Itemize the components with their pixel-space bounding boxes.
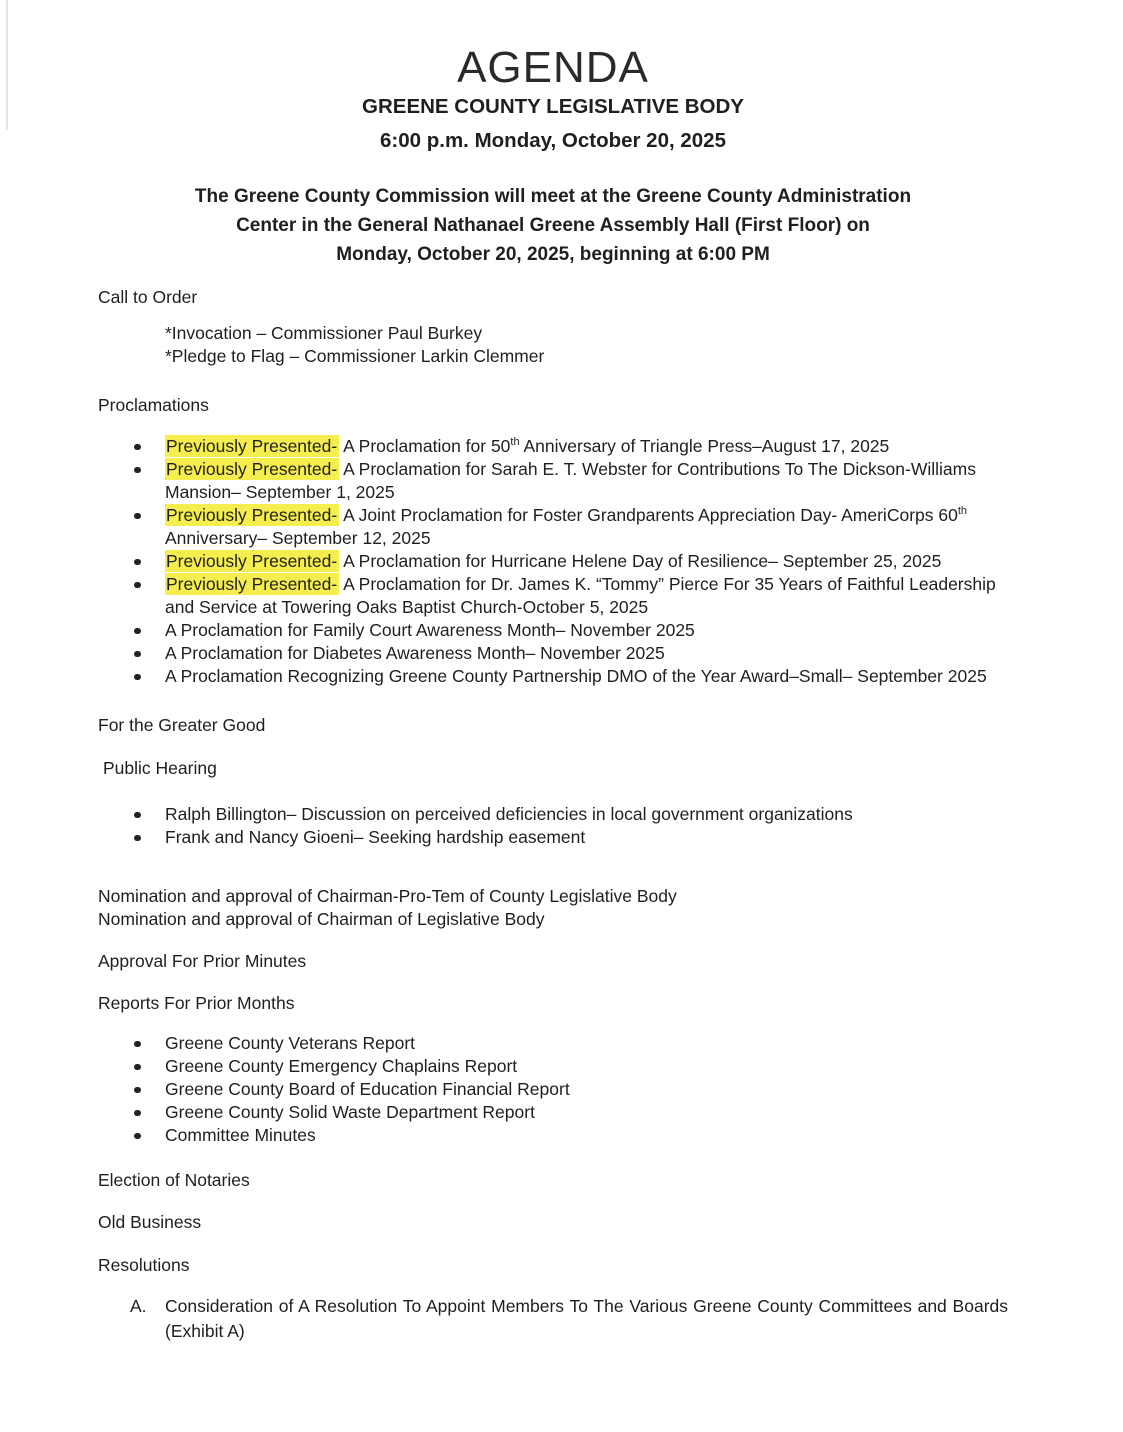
section-greater-good [98,714,1008,737]
public-hearing-item: Ralph Billington– Discussion on perceived deficiencies in local government organizations [98,803,1008,826]
old-business-heading: Old Business [98,1212,202,1233]
proclamation-item [98,619,1008,642]
report-item: Greene County Veterans Report [98,1032,1008,1055]
proclamation-text-cont: Anniversary– September 12, 2025 [165,528,431,549]
ordinal-suffix: th [957,505,968,518]
resolutions-heading: Resolutions [98,1255,190,1276]
previously-presented-highlight: Previously Presented- [166,505,338,526]
proclamation-item [98,504,1008,550]
proclamation-text: A Proclamation for Sarah E. T. Webster for Contributions To The Dickson-Williams Mansion– September 1, 2025 [165,459,976,503]
approval-minutes-heading: Approval For Prior Minutes [98,951,307,972]
nomination-line: Nomination and approval of Chairman-Pro-Tem of County Legislative Body [98,886,677,907]
proclamation-text: A Joint Proclamation for Foster Grandparents Appreciation Day- AmeriCorps 60 [339,505,958,526]
proclamation-item [98,665,1008,688]
intro-line-3: Monday, October 20, 2025, beginning at 6:00 PM [336,244,770,266]
proclamation-item [98,573,1008,619]
previously-presented-highlight: Previously Presented- [166,574,338,595]
resolution-item [98,1294,1008,1344]
proclamation-text: A Proclamation for 50 [339,436,511,457]
proclamation-text: A Proclamation for Diabetes Awareness Month– November 2025 [165,643,665,664]
ordinal-suffix: th [510,436,520,449]
proclamation-text: A Proclamation for Hurricane Helene Day of Resilience– September 25, 2025 [339,551,942,572]
resolution-marker: A. [130,1296,147,1317]
intro-line-1: The Greene County Commission will meet at the Greene County Administration [194,186,912,208]
proclamations-list [98,435,1008,688]
section-resolutions [98,1254,1008,1344]
public-hearing-item: Frank and Nancy Gioeni– Seeking hardship easement [98,826,1008,849]
previously-presented-highlight: Previously Presented- [166,436,338,457]
proclamation-item [98,550,1008,573]
proclamation-text: A Proclamation Recognizing Greene County Partnership DMO of the Year Award–Small– September 2025 [165,666,987,687]
proclamation-item [98,642,1008,665]
intro-line-2: Center in the General Nathanael Greene Assembly Hall (First Floor) on [236,215,870,237]
election-notaries-heading: Election of Notaries [98,1170,250,1191]
proclamation-text: A Proclamation for Dr. James K. “Tommy” Pierce For 35 Years of Faithful Leadership and Service at Towering Oaks Baptist Church-October 5, 2025 [165,574,996,618]
section-call-to-order [98,286,1008,368]
document-header [98,43,1008,269]
proclamation-item [98,458,1008,504]
nomination-line: Nomination and approval of Chairman of Legislative Body [98,909,545,930]
section-public-hearing [98,757,1008,849]
page-title: AGENDA [457,43,649,92]
proclamation-text: A Proclamation for Family Court Awareness Month– November 2025 [165,620,695,641]
greater-good-heading: For the Greater Good [98,715,266,736]
section-old-business [98,1211,1008,1234]
call-to-order-lines [165,322,1008,368]
nomination-lines [98,885,1008,931]
meeting-intro [98,182,1008,269]
section-approval-minutes [98,950,1008,973]
section-election-notaries [98,1169,1008,1192]
previously-presented-highlight: Previously Presented- [166,551,338,572]
proclamation-item [98,435,1008,458]
proclamations-heading: Proclamations [98,395,209,416]
pledge-line: *Pledge to Flag – Commissioner Larkin Clemmer [165,346,545,367]
organization-name: GREENE COUNTY LEGISLATIVE BODY [362,95,744,118]
reports-heading: Reports For Prior Months [98,993,295,1014]
public-hearing-heading: Public Hearing [103,758,217,779]
invocation-line: *Invocation – Commissioner Paul Burkey [165,323,483,344]
report-item: Committee Minutes [98,1124,1008,1147]
call-to-order-heading: Call to Order [98,287,198,308]
section-nominations [98,885,1008,931]
scan-edge-artifact [6,0,8,130]
report-item: Greene County Emergency Chaplains Report [98,1055,1008,1078]
section-proclamations [98,394,1008,688]
previously-presented-highlight: Previously Presented- [166,459,338,480]
resolution-text: Consideration of A Resolution To Appoint Members To The Various Greene County Committees and Boards (Exhibit A) [165,1296,1008,1342]
public-hearing-list [98,803,1008,849]
section-reports [98,992,1008,1147]
meeting-datetime: 6:00 p.m. Monday, October 20, 2025 [380,128,726,152]
report-item: Greene County Solid Waste Department Report [98,1101,1008,1124]
reports-list [98,1032,1008,1147]
report-item: Greene County Board of Education Financial Report [98,1078,1008,1101]
proclamation-text-cont: Anniversary of Triangle Press–August 17, 2025 [519,436,890,457]
